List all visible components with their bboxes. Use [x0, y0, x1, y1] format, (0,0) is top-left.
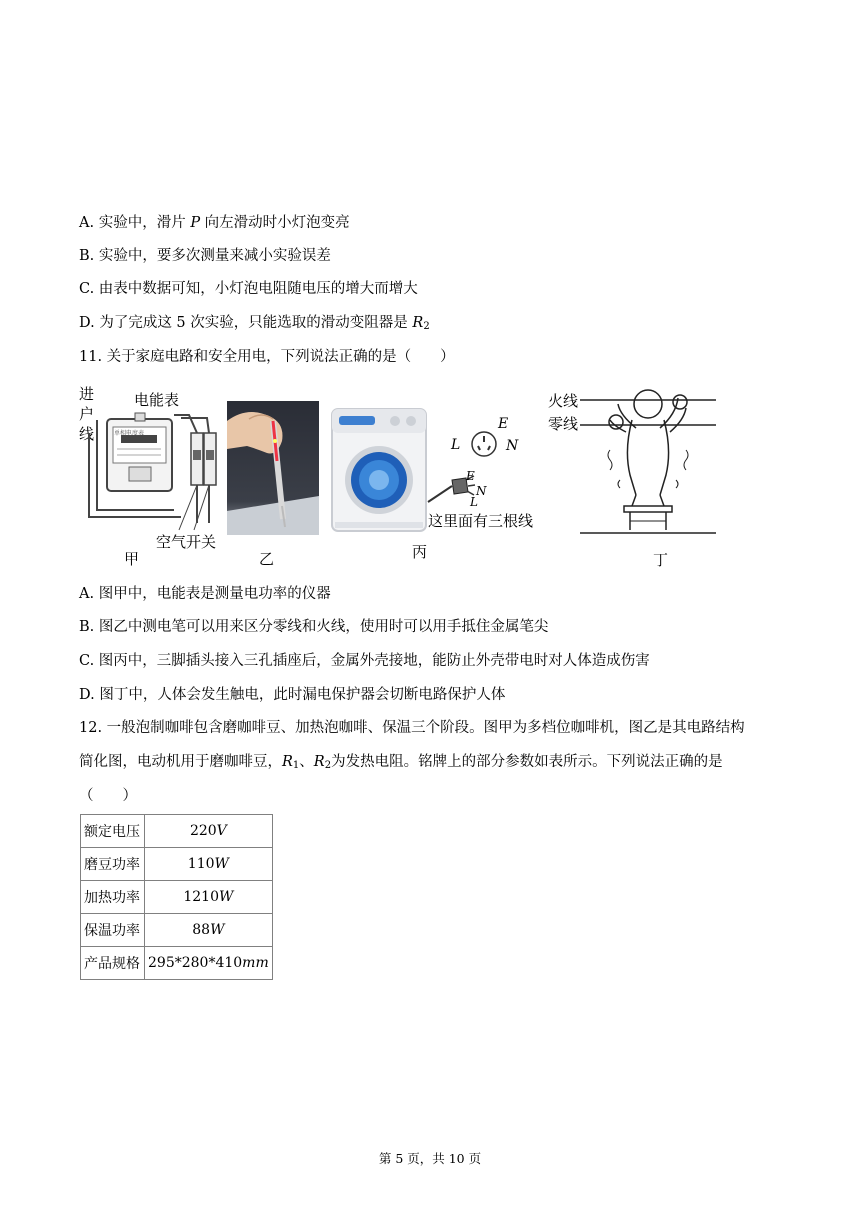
table-key: 加热功率 — [81, 881, 145, 914]
socket-l-label: L — [451, 437, 461, 453]
variable-r: R — [412, 315, 424, 331]
figure-ding-caption: 丁 — [653, 551, 669, 569]
table-row — [81, 881, 273, 914]
option-text: 向左滑动时小灯泡变亮 — [200, 215, 350, 231]
page-footer: 第 5 页，共 10 页 — [378, 1151, 482, 1166]
figure-bing-caption: 丙 — [412, 543, 428, 561]
q10-option-a — [79, 213, 350, 233]
q12-stem-line1: 12. 一般泡制咖啡包含磨咖啡豆、加热泡咖啡、保温三个阶段。图甲为多档位咖啡机，图乙是其电路结构 — [79, 720, 745, 736]
variable-p: P — [190, 215, 201, 231]
q11-option-d: D. 图丁中，人体会发生触电，此时漏电保护器会切断电路保护人体 — [79, 687, 506, 703]
q11-option-c: C. 图丙中，三脚插头接入三孔插座后，金属外壳接地，能防止外壳带电时对人体造成伤害 — [79, 653, 650, 669]
live-wire-label: 火线 — [548, 392, 579, 410]
socket-e-label: E — [498, 416, 509, 432]
washing-machine — [331, 408, 427, 532]
stem-text: 为发热电阻。铭牌上的部分参数如表所示。下列说法正确的是 — [331, 754, 723, 770]
table-row — [81, 815, 273, 848]
figure-jia-caption: 甲 — [124, 550, 140, 568]
table-row — [81, 848, 273, 881]
subscript: 2 — [423, 321, 430, 332]
table-value: 88W — [145, 914, 273, 947]
q12-stem-line2 — [79, 752, 723, 772]
table-key: 产品规格 — [81, 947, 145, 980]
stem-text: 简化图，电动机用于磨咖啡豆， — [79, 754, 282, 770]
q11-option-a: A. 图甲中，电能表是测量电功率的仪器 — [79, 586, 331, 602]
q11-stem: 11. 关于家庭电路和安全用电，下列说法正确的是（ ） — [79, 349, 455, 365]
table-value: 295*280*410mm — [145, 947, 273, 980]
q10-option-b: B. 实验中，要多次测量来减小实验误差 — [79, 248, 331, 264]
subscript: 2 — [324, 760, 332, 771]
meter-face-title: 单相电度表 — [114, 430, 145, 437]
table-key: 额定电压 — [81, 815, 145, 848]
meter-label: 电能表 — [134, 391, 180, 409]
electric-shock-diagram — [580, 380, 716, 540]
plug-l-label: L — [470, 495, 478, 509]
incoming-line-label-3: 线 — [79, 425, 95, 443]
table-value: 1210W — [145, 881, 273, 914]
variable-r2: R — [313, 754, 325, 770]
variable-r1: R — [282, 754, 293, 770]
separator: 、 — [299, 754, 314, 770]
meter-diagram — [79, 405, 224, 540]
plug-e-label: E — [466, 469, 475, 483]
q10-option-d — [79, 313, 430, 333]
socket-icon — [470, 430, 498, 458]
plug-n-label: N — [476, 484, 487, 498]
table-value: 220V — [145, 815, 273, 848]
subscript: 1 — [292, 760, 300, 771]
table-key: 磨豆功率 — [81, 848, 145, 881]
q11-option-b: B. 图乙中测电笔可以用来区分零线和火线，使用时可以用手抵住金属笔尖 — [79, 619, 549, 635]
table-row — [81, 947, 273, 980]
option-text: D. 为了完成这 5 次实验，只能选取的滑动变阻器是 — [79, 315, 413, 331]
table-key: 保温功率 — [81, 914, 145, 947]
neutral-wire-label: 零线 — [548, 415, 579, 433]
q10-option-c: C. 由表中数据可知，小灯泡电阻随电压的增大而增大 — [79, 281, 418, 297]
incoming-line-label-2: 户 — [79, 405, 95, 423]
air-switch-label: 空气开关 — [156, 533, 217, 551]
incoming-line-label-1: 进 — [79, 385, 95, 403]
test-pen-photo — [227, 401, 319, 535]
socket-n-label: N — [506, 438, 519, 454]
figure-yi-caption: 乙 — [259, 550, 275, 568]
option-text: A. 实验中，滑片 — [79, 215, 191, 231]
table-row — [81, 914, 273, 947]
q12-answer-blank: （ ） — [79, 788, 137, 804]
nameplate-table — [80, 814, 273, 980]
table-value: 110W — [145, 848, 273, 881]
plug-note-label: 这里面有三根线 — [428, 512, 534, 530]
